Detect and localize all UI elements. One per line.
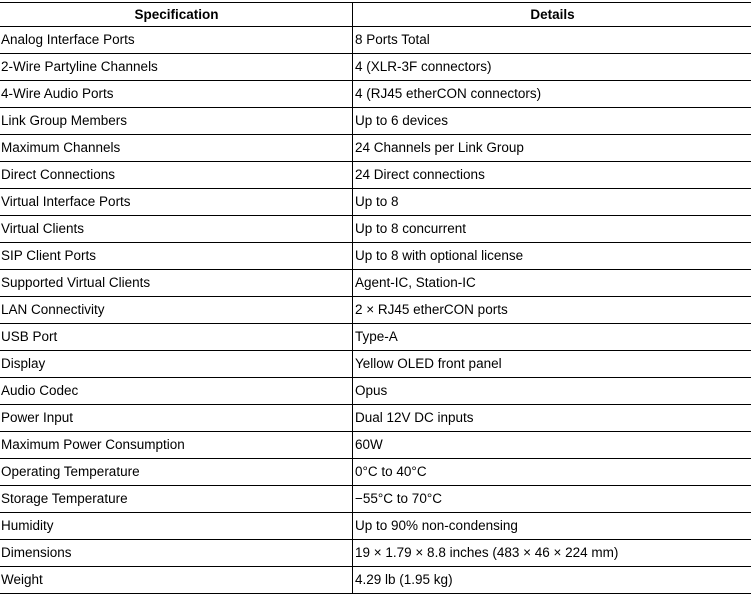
spec-detail-cell: Up to 8 concurrent: [353, 216, 751, 243]
spec-detail-cell: 4 (RJ45 etherCON connectors): [353, 81, 751, 108]
spec-detail-cell: 24 Channels per Link Group: [353, 135, 751, 162]
table-row: [0, 108, 751, 135]
table-row: [0, 27, 751, 54]
spec-detail-cell: Dual 12V DC inputs: [353, 405, 751, 432]
spec-detail-cell: Opus: [353, 378, 751, 405]
spec-name-cell: Direct Connections: [0, 162, 353, 189]
table-row: [0, 162, 751, 189]
spec-detail-cell: Yellow OLED front panel: [353, 351, 751, 378]
spec-name-cell: Audio Codec: [0, 378, 353, 405]
spec-detail-cell: 0°C to 40°C: [353, 459, 751, 486]
spec-detail-cell: 8 Ports Total: [353, 27, 751, 54]
spec-detail-cell: Up to 6 devices: [353, 108, 751, 135]
table-row: [0, 351, 751, 378]
spec-name-cell: Weight: [0, 567, 353, 594]
spec-name-cell: Analog Interface Ports: [0, 27, 353, 54]
table-row: [0, 378, 751, 405]
spec-name-cell: Humidity: [0, 513, 353, 540]
spec-name-cell: SIP Client Ports: [0, 243, 353, 270]
spec-name-cell: Maximum Channels: [0, 135, 353, 162]
spec-detail-cell: Up to 8 with optional license: [353, 243, 751, 270]
spec-name-cell: Power Input: [0, 405, 353, 432]
spec-name-cell: Supported Virtual Clients: [0, 270, 353, 297]
table-row: [0, 216, 751, 243]
spec-detail-cell: 24 Direct connections: [353, 162, 751, 189]
spec-name-cell: 2-Wire Partyline Channels: [0, 54, 353, 81]
spec-detail-cell: 60W: [353, 432, 751, 459]
spec-detail-cell: Type-A: [353, 324, 751, 351]
table-row: [0, 189, 751, 216]
table-row: [0, 324, 751, 351]
spec-name-cell: Dimensions: [0, 540, 353, 567]
spec-name-cell: Virtual Clients: [0, 216, 353, 243]
column-header-specification: Specification: [0, 3, 353, 27]
spec-name-cell: LAN Connectivity: [0, 297, 353, 324]
spec-detail-cell: 2 × RJ45 etherCON ports: [353, 297, 751, 324]
table-row: [0, 270, 751, 297]
spec-name-cell: Storage Temperature: [0, 486, 353, 513]
table-row: [0, 81, 751, 108]
table-row: [0, 567, 751, 594]
spec-name-cell: USB Port: [0, 324, 353, 351]
spec-name-cell: 4-Wire Audio Ports: [0, 81, 353, 108]
spec-name-cell: Virtual Interface Ports: [0, 189, 353, 216]
spec-detail-cell: Up to 90% non-condensing: [353, 513, 751, 540]
specification-table: [0, 2, 751, 594]
table-row: [0, 405, 751, 432]
spec-detail-cell: 19 × 1.79 × 8.8 inches (483 × 46 × 224 mm): [353, 540, 751, 567]
spec-name-cell: Operating Temperature: [0, 459, 353, 486]
table-row: [0, 513, 751, 540]
table-row: [0, 459, 751, 486]
spec-detail-cell: Up to 8: [353, 189, 751, 216]
spec-detail-cell: 4 (XLR-3F connectors): [353, 54, 751, 81]
table-row: [0, 432, 751, 459]
table-row: [0, 54, 751, 81]
spec-name-cell: Link Group Members: [0, 108, 353, 135]
spec-detail-cell: −55°C to 70°C: [353, 486, 751, 513]
spec-name-cell: Maximum Power Consumption: [0, 432, 353, 459]
spec-detail-cell: Agent-IC, Station-IC: [353, 270, 751, 297]
table-row: [0, 297, 751, 324]
header-row: [0, 3, 751, 27]
table-row: [0, 135, 751, 162]
table-row: [0, 243, 751, 270]
spec-detail-cell: 4.29 lb (1.95 kg): [353, 567, 751, 594]
column-header-details: Details: [353, 3, 751, 27]
spec-name-cell: Display: [0, 351, 353, 378]
table-row: [0, 486, 751, 513]
table-row: [0, 540, 751, 567]
